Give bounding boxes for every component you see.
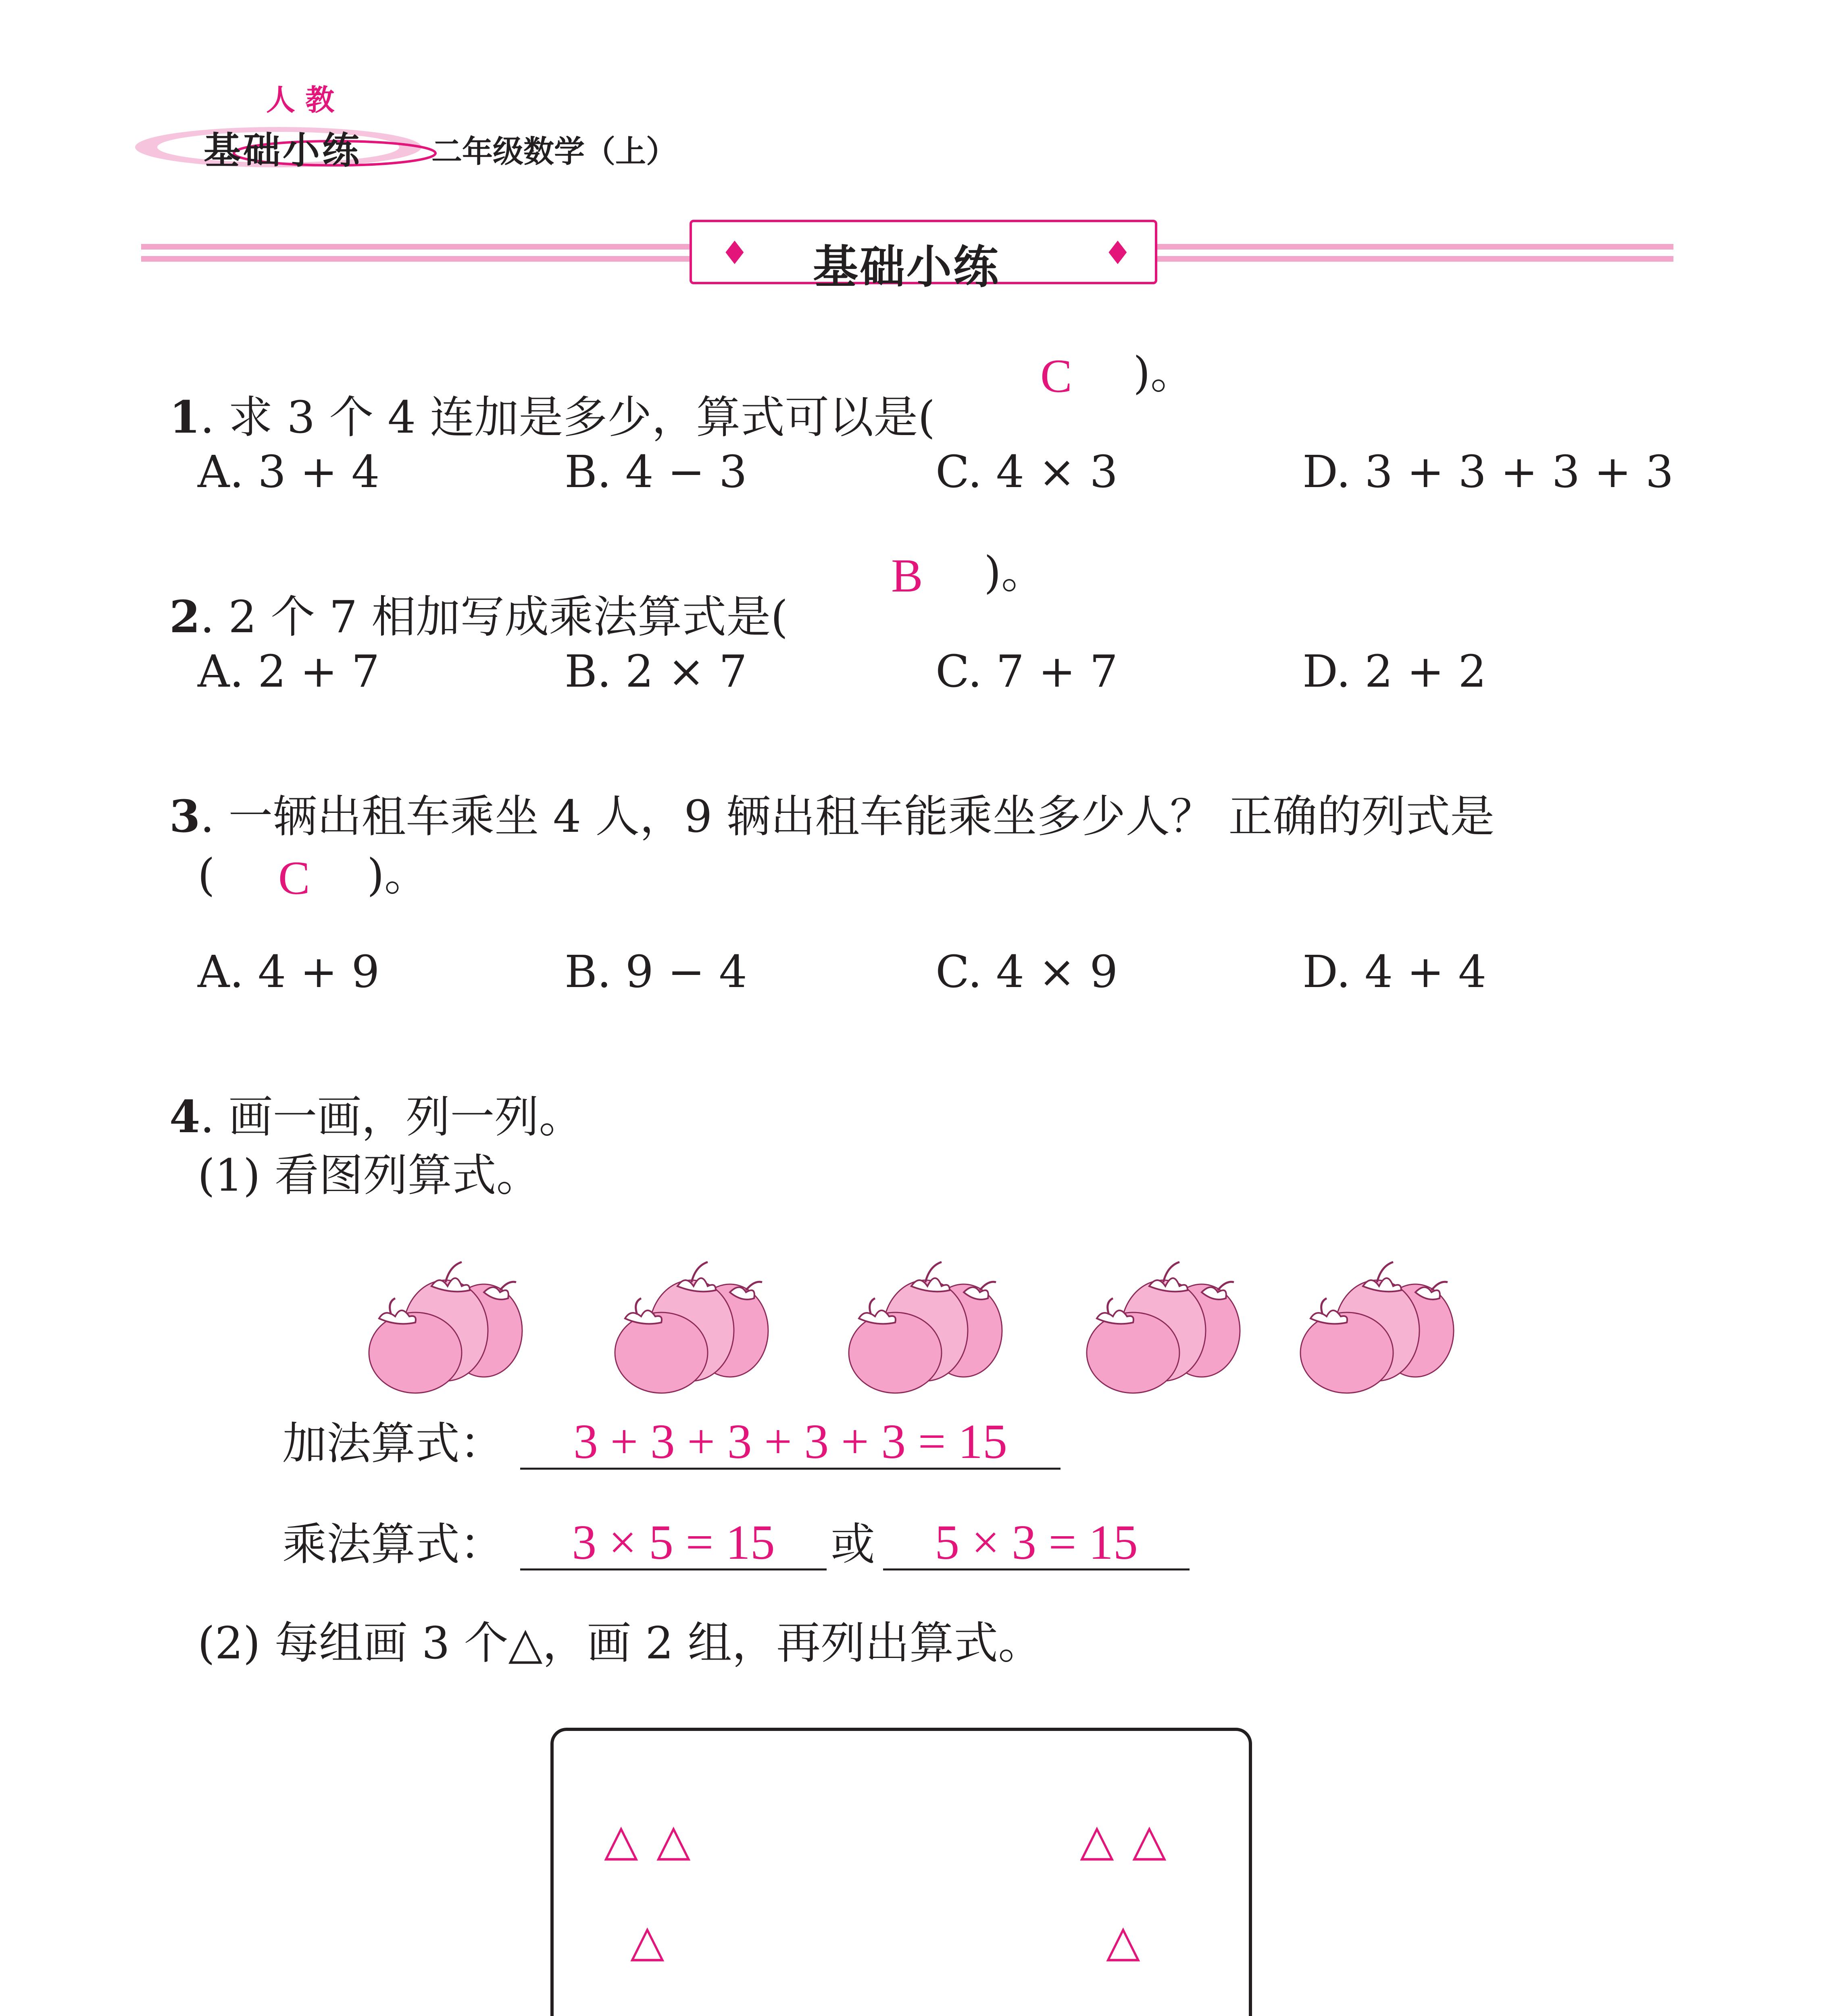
question-text: . 一辆出租车乘坐 4 人，9 辆出租车能乘坐多少人？ 正确的列式是 xyxy=(200,791,1495,842)
multiplication-label: 乘法算式： xyxy=(282,1518,504,1570)
header-publisher: 人 教 xyxy=(266,83,335,117)
option-a: A. 4 + 9 xyxy=(198,946,380,998)
option-d: D. 3 + 3 + 3 + 3 xyxy=(1302,446,1674,498)
option-d: D. 2 + 2 xyxy=(1302,646,1487,697)
header-series: 基础小练 xyxy=(204,129,362,172)
answer-2: B xyxy=(891,549,923,602)
option-c: C. 4 × 9 xyxy=(936,946,1118,998)
option-c: C. 7 + 7 xyxy=(936,646,1118,697)
question-number: 2 xyxy=(169,591,200,643)
question-2-close: )。 xyxy=(984,547,1046,598)
answer-3: C xyxy=(278,852,310,904)
strawberry-group-icon xyxy=(363,1254,540,1407)
option-b: B. 2 × 7 xyxy=(565,646,747,697)
multiplication-answer-1: 3 × 5 = 15 xyxy=(572,1515,775,1570)
section-title-bar xyxy=(141,220,1673,292)
title-rule-right xyxy=(1157,244,1673,250)
addition-label: 加法算式： xyxy=(282,1418,504,1469)
header-book: 二年级数学（上） xyxy=(431,133,677,169)
triangle-icon: △ xyxy=(1106,1915,1140,1966)
question-2 xyxy=(141,550,788,643)
diamond-icon: ♦ xyxy=(720,234,749,272)
multiplication-answer-2: 5 × 3 = 15 xyxy=(935,1515,1138,1570)
strawberry-group-icon xyxy=(1081,1254,1258,1407)
answer-1: C xyxy=(1040,350,1072,402)
question-number: 1 xyxy=(169,391,200,443)
question-1-close: )。 xyxy=(1133,347,1195,399)
option-b: B. 9 − 4 xyxy=(565,946,747,998)
strawberry-group-icon xyxy=(609,1254,786,1407)
strawberry-group-icon xyxy=(843,1254,1020,1407)
or-label: 或 xyxy=(831,1518,875,1570)
question-4 xyxy=(141,1050,583,1143)
option-b: B. 4 − 3 xyxy=(565,446,747,498)
strawberry-group-icon xyxy=(1294,1254,1472,1407)
diamond-icon: ♦ xyxy=(1103,234,1132,272)
header xyxy=(133,77,738,181)
option-a: A. 3 + 4 xyxy=(198,446,380,498)
triangle-icon: △ xyxy=(1080,1814,1114,1866)
title-rule-left xyxy=(141,244,690,250)
triangle-icon: △ xyxy=(1132,1814,1167,1866)
section-title-box xyxy=(690,220,1157,294)
part-1-label: (1) 看图列算式。 xyxy=(198,1150,541,1201)
question-number: 4 xyxy=(169,1091,200,1143)
option-d: D. 4 + 4 xyxy=(1302,946,1487,998)
strawberry-row xyxy=(363,1254,1492,1407)
addition-answer: 3 + 3 + 3 + 3 + 3 = 15 xyxy=(573,1414,1008,1469)
question-text: . 画一画，列一列。 xyxy=(200,1091,583,1143)
part-2-label: (2) 每组画 3 个△，画 2 组，再列出算式。 xyxy=(198,1617,1043,1669)
question-text: . 2 个 7 相加写成乘法算式是( xyxy=(200,591,788,643)
triangle-icon: △ xyxy=(630,1915,665,1966)
question-number: 3 xyxy=(169,790,200,842)
option-a: A. 2 + 7 xyxy=(198,646,380,697)
question-3 xyxy=(141,750,1495,842)
option-c: C. 4 × 3 xyxy=(936,446,1118,498)
drawing-box xyxy=(550,1728,1252,2016)
triangle-icon: △ xyxy=(604,1814,638,1866)
title-rule-right-2 xyxy=(1157,256,1673,262)
question-text: . 求 3 个 4 连加是多少，算式可以是( xyxy=(200,392,936,443)
triangle-icon: △ xyxy=(656,1814,691,1866)
question-1 xyxy=(141,351,936,443)
question-3-open: ( xyxy=(198,849,215,901)
question-3-close: )。 xyxy=(367,849,429,901)
title-rule-left-2 xyxy=(141,256,690,262)
section-title: 基础小练 xyxy=(813,241,1000,294)
